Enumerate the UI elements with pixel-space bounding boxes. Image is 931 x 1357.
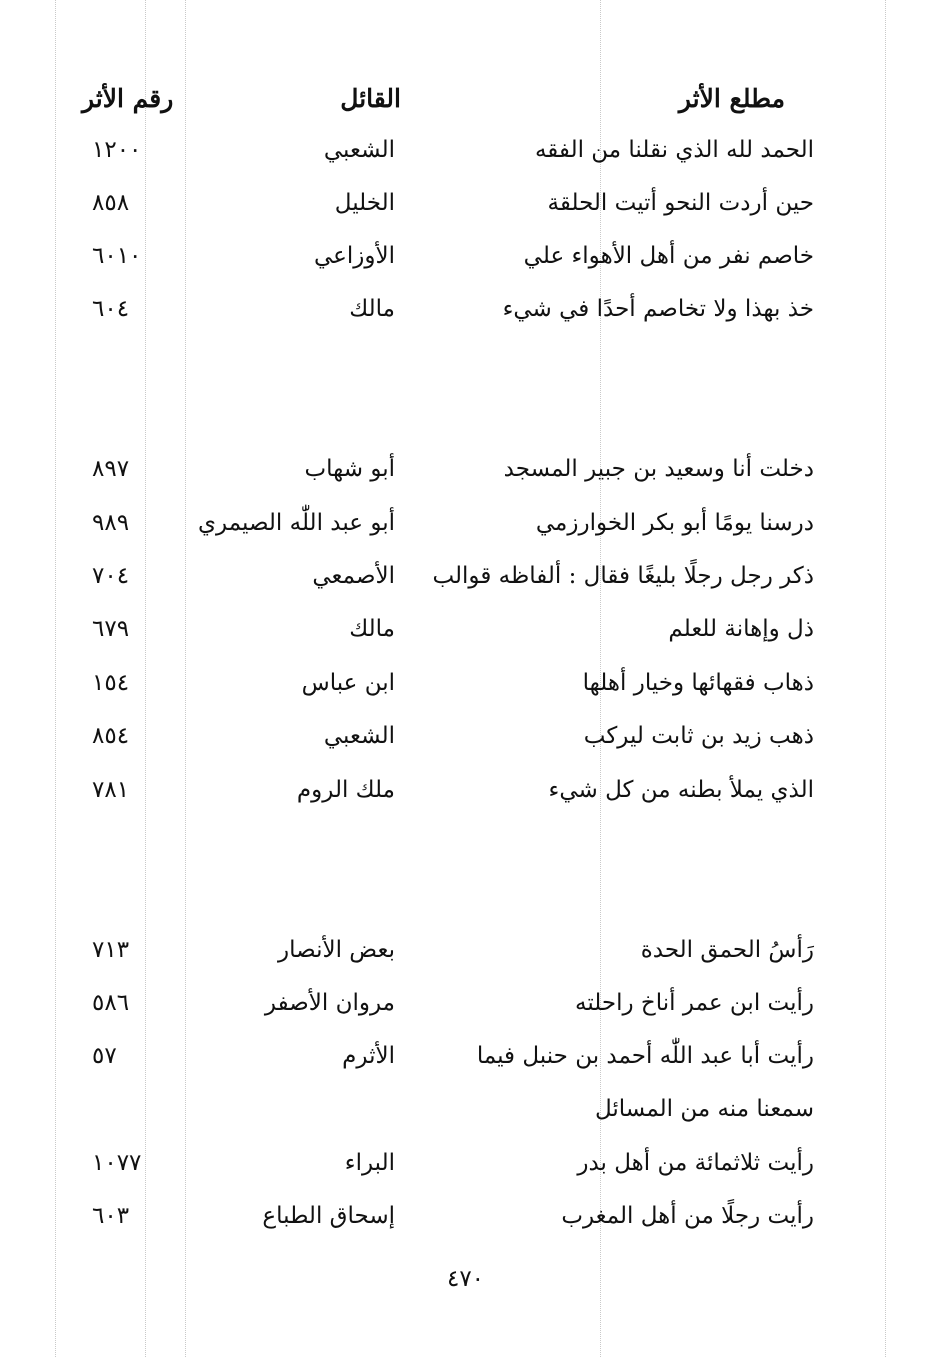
row-first-words: الحمد لله الذي نقلنا من الفقه [534, 137, 814, 163]
row-first-words: رأيت ابن عمر أناخ راحلته [575, 990, 814, 1016]
row-speaker: البراء [344, 1150, 395, 1176]
row-number: ٧٨١ [92, 777, 130, 803]
row-first-words: حين أردت النحو أتيت الحلقة [547, 190, 814, 216]
row-speaker: الشعبي [323, 723, 395, 749]
row-first-words: خذ بهذا ولا تخاصم أحدًا في شيء [502, 296, 814, 322]
row-first-words: رَأسُ الحمق الحدة [640, 937, 814, 963]
row-number: ١٥٤ [92, 670, 130, 696]
header-first-words: مطلع الأثر [678, 84, 785, 113]
row-number: ٥٧ [92, 1043, 117, 1069]
row-speaker: الأثرم [342, 1043, 395, 1069]
row-speaker: الأصمعي [312, 563, 395, 589]
row-first-words: ذكر رجل رجلًا بليغًا فقال : ألفاظه قوالب [432, 563, 814, 589]
row-speaker: الأوزاعي [313, 243, 395, 269]
row-number: ٦٠٣ [92, 1203, 130, 1229]
row-first-words: ذهب زيد بن ثابت ليركب [583, 723, 814, 749]
table-row [0, 456, 931, 496]
header-number: رقم الأثر [82, 84, 174, 113]
row-number: ٨٥٤ [92, 723, 130, 749]
table-header [0, 84, 931, 128]
table-row [0, 1043, 931, 1083]
row-speaker: الخليل [334, 190, 395, 216]
row-speaker: ابن عباس [301, 670, 395, 696]
row-number: ١٢٠٠ [92, 137, 142, 163]
header-speaker: القائل [340, 84, 401, 113]
table-row [0, 616, 931, 656]
row-speaker: أبو عبد اللّٰه الصيمري [198, 510, 395, 536]
row-speaker: مالك [349, 296, 395, 322]
row-first-words: دخلت أنا وسعيد بن جبير المسجد [503, 456, 814, 482]
table-row [0, 1203, 931, 1243]
row-speaker: مالك [349, 616, 395, 642]
table-row [0, 990, 931, 1030]
row-number: ٧٠٤ [92, 563, 130, 589]
row-number: ٦٠٤ [92, 296, 130, 322]
table-row [0, 563, 931, 603]
row-number: ٨٩٧ [92, 456, 130, 482]
row-first-words: درسنا يومًا أبو بكر الخوارزمي [535, 510, 814, 536]
row-first-words: ذل وإهانة للعلم [668, 616, 814, 642]
table-row [0, 137, 931, 177]
row-speaker: ملك الروم [296, 777, 395, 803]
row-first-words: الذي يملأ بطنه من كل شيء [548, 777, 814, 803]
row-first-words: سمعنا منه من المسائل [594, 1096, 814, 1122]
row-speaker: أبو شهاب [304, 456, 395, 482]
row-first-words: رأيت أبا عبد اللّٰه أحمد بن حنبل فيما [476, 1043, 814, 1069]
row-number: ٨٥٨ [92, 190, 130, 216]
table-row [0, 777, 931, 817]
row-first-words: رأيت رجلًا من أهل المغرب [561, 1203, 814, 1229]
table-row [0, 510, 931, 550]
row-first-words: خاصم نفر من أهل الأهواء علي [523, 243, 814, 269]
row-number: ٦٠١٠ [92, 243, 142, 269]
table-row [0, 1096, 931, 1136]
row-first-words: ذهاب فقهائها وخيار أهلها [582, 670, 814, 696]
table-row [0, 190, 931, 230]
row-first-words: رأيت ثلاثمائة من أهل بدر [577, 1150, 814, 1176]
row-number: ١٠٧٧ [92, 1150, 142, 1176]
row-speaker: الشعبي [323, 137, 395, 163]
table-row [0, 670, 931, 710]
row-speaker: بعض الأنصار [278, 937, 395, 963]
table-row [0, 296, 931, 336]
row-number: ٦٧٩ [92, 616, 130, 642]
row-number: ٩٨٩ [92, 510, 130, 536]
table-row [0, 243, 931, 283]
table-row [0, 937, 931, 977]
row-speaker: مروان الأصفر [264, 990, 395, 1016]
table-row [0, 723, 931, 763]
page-number: ٤٧٠ [446, 1266, 485, 1292]
row-number: ٥٨٦ [92, 990, 130, 1016]
row-speaker: إسحاق الطباع [262, 1203, 395, 1229]
row-number: ٧١٣ [92, 937, 130, 963]
table-row [0, 1150, 931, 1190]
